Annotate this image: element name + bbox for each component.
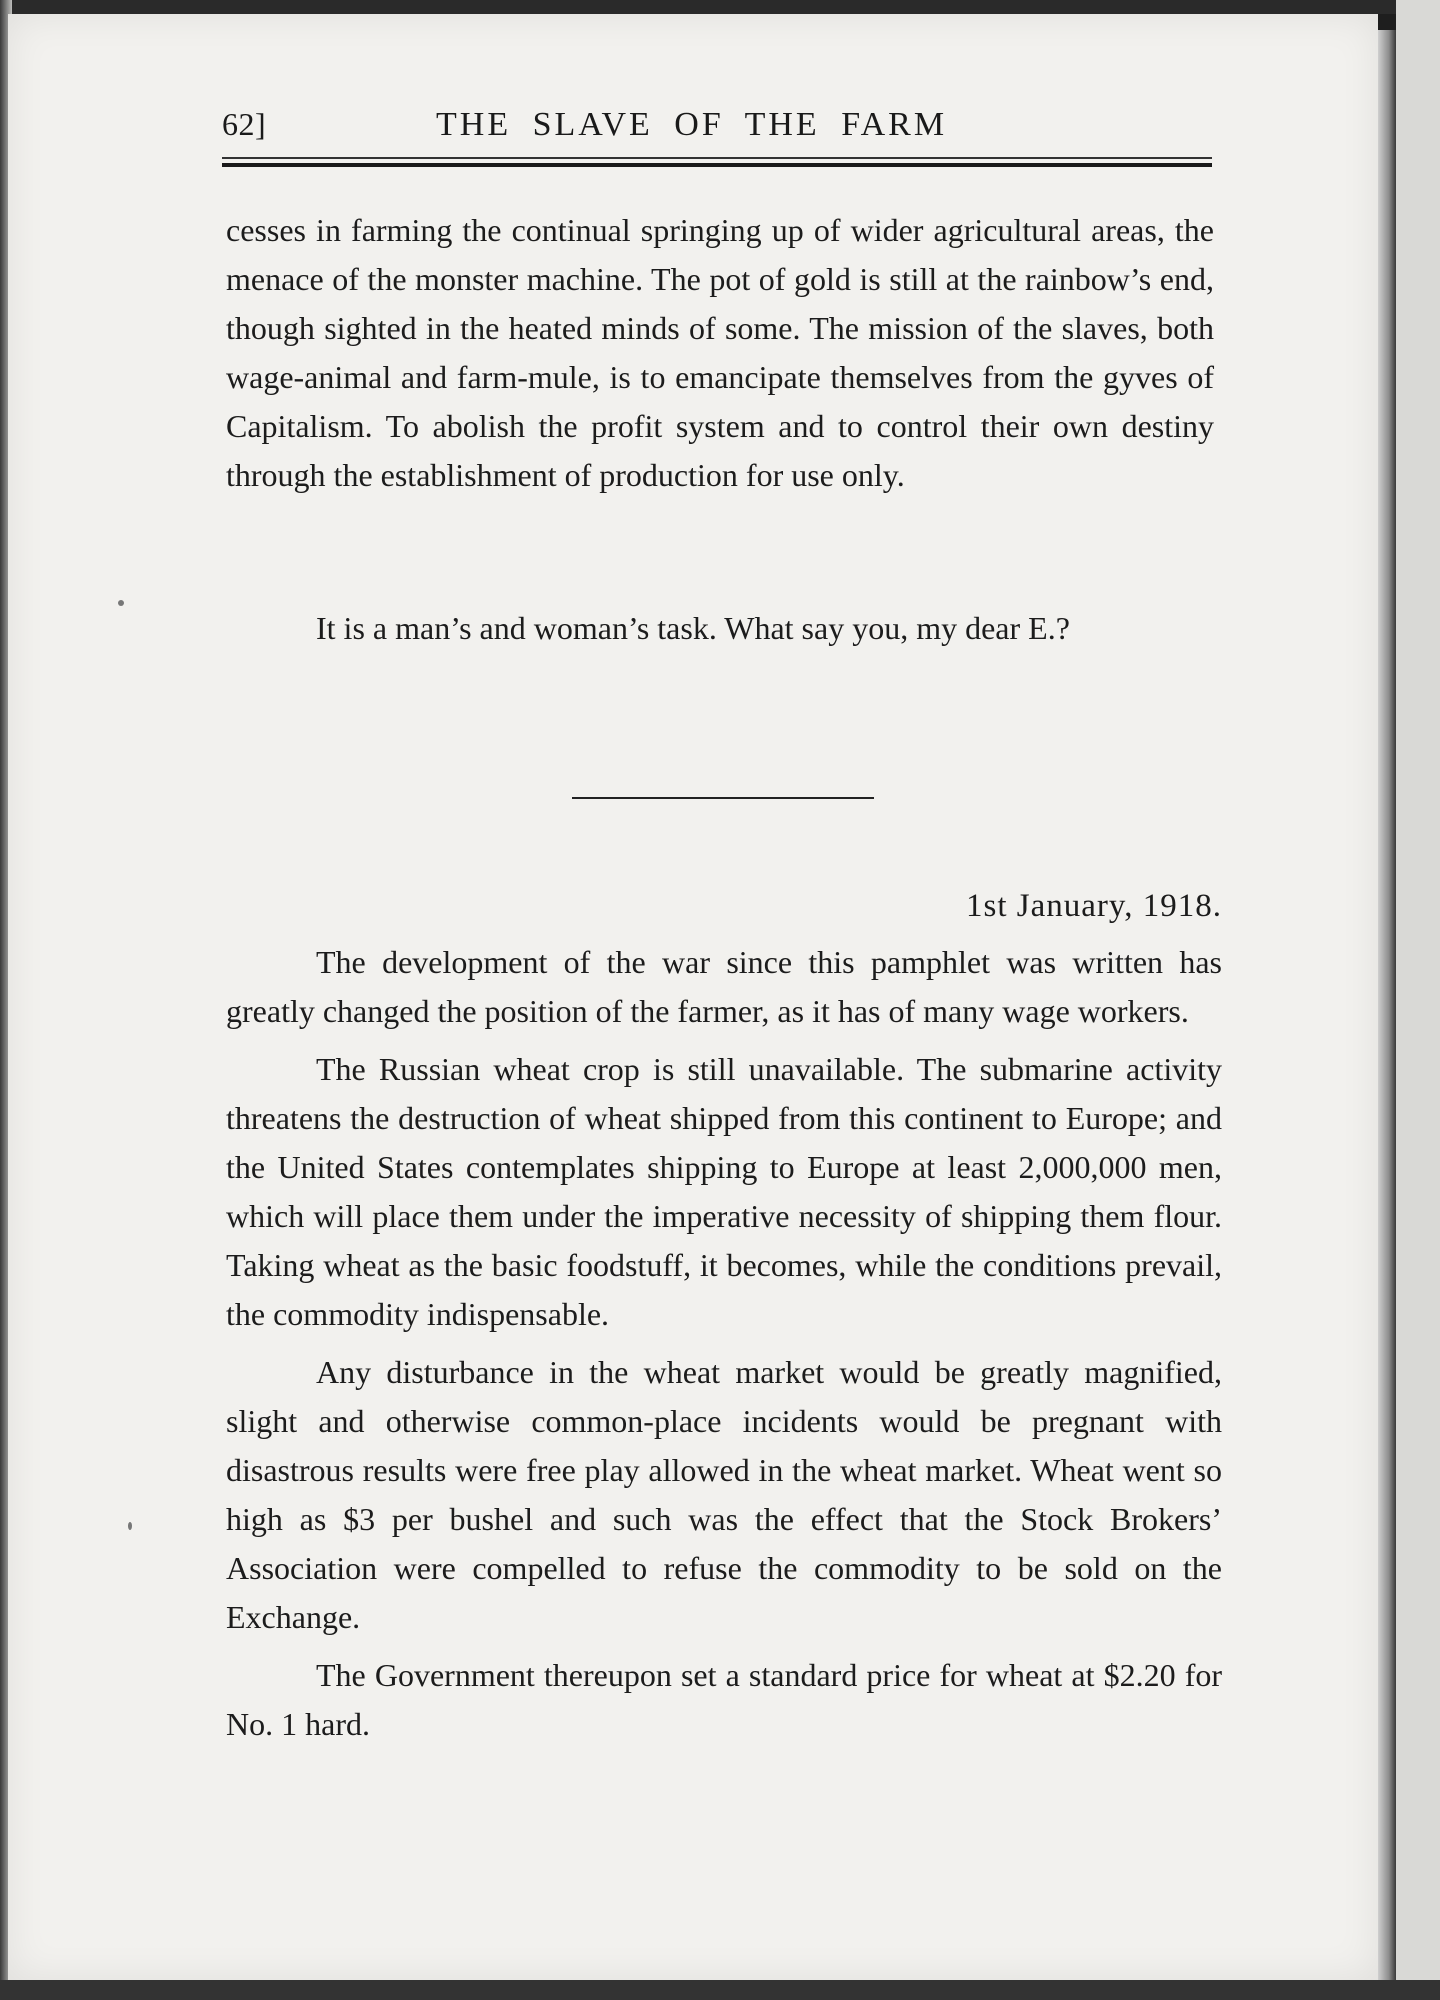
paragraph: The development of the war since this pamphlet was written has greatly changed the position of the farmer, as it has of many wage workers. [226, 944, 1222, 1029]
paper-speck [128, 1522, 132, 1530]
body-paragraph-closing [226, 604, 1214, 653]
postscript-date: 1st January, 1918. [966, 888, 1222, 924]
scan-bottom-edge [0, 1980, 1440, 2000]
book-title: THE SLAVE OF THE FARM [436, 106, 948, 143]
page-number: 62] [222, 106, 267, 142]
paragraph: The Government thereupon set a standard price for wheat at $2.20 for No. 1 hard. [226, 1657, 1222, 1742]
header-rule-thin [222, 157, 1212, 159]
paragraph: The Russian wheat crop is still unavailable. The submarine activity threatens the destruction of wheat shipped from this continent to Europe; and the United States contemplates shipping to Europe at least 2,000,000 men, which will place them under the imperative necessity of shipping them flour. Taking wheat as the basic foodstuff, it becomes, while the conditions prevail, the commodity indispensable. [226, 1051, 1222, 1332]
body-paragraph-continued [226, 206, 1214, 500]
postscript-body [226, 938, 1222, 1758]
paragraph: Any disturbance in the wheat market would be greatly magnified, slight and otherwise common-place incidents would be pregnant with disastrous results were free play allowed in the wheat market. Wheat went so high as $3 per bushel and such was the effect that the Stock Brokers’ Association were compelled to refuse the commodity to be sold on the Exchange. [226, 1354, 1222, 1635]
running-head [222, 106, 1212, 146]
paragraph: cesses in farming the continual springing up of wider agricultural areas, the menace of the monster machine. The pot of gold is still at the rainbow’s end, though sighted in the heated minds of some. The mission of the slaves, both wage-animal and farm-mule, is to emancipate themselves from the gyves of Capitalism. To abolish the profit system and to control their own destiny through the establishment of production for use only. [226, 212, 1214, 493]
section-divider [572, 797, 874, 799]
paper-speck [118, 600, 124, 606]
next-page-edge [1396, 0, 1440, 2000]
scan-top-edge [0, 0, 1440, 14]
paragraph: It is a man’s and woman’s task. What say you, my dear E.? [316, 610, 1070, 646]
page-gutter-fold [1378, 30, 1396, 1980]
header-rule-thick [222, 163, 1212, 167]
